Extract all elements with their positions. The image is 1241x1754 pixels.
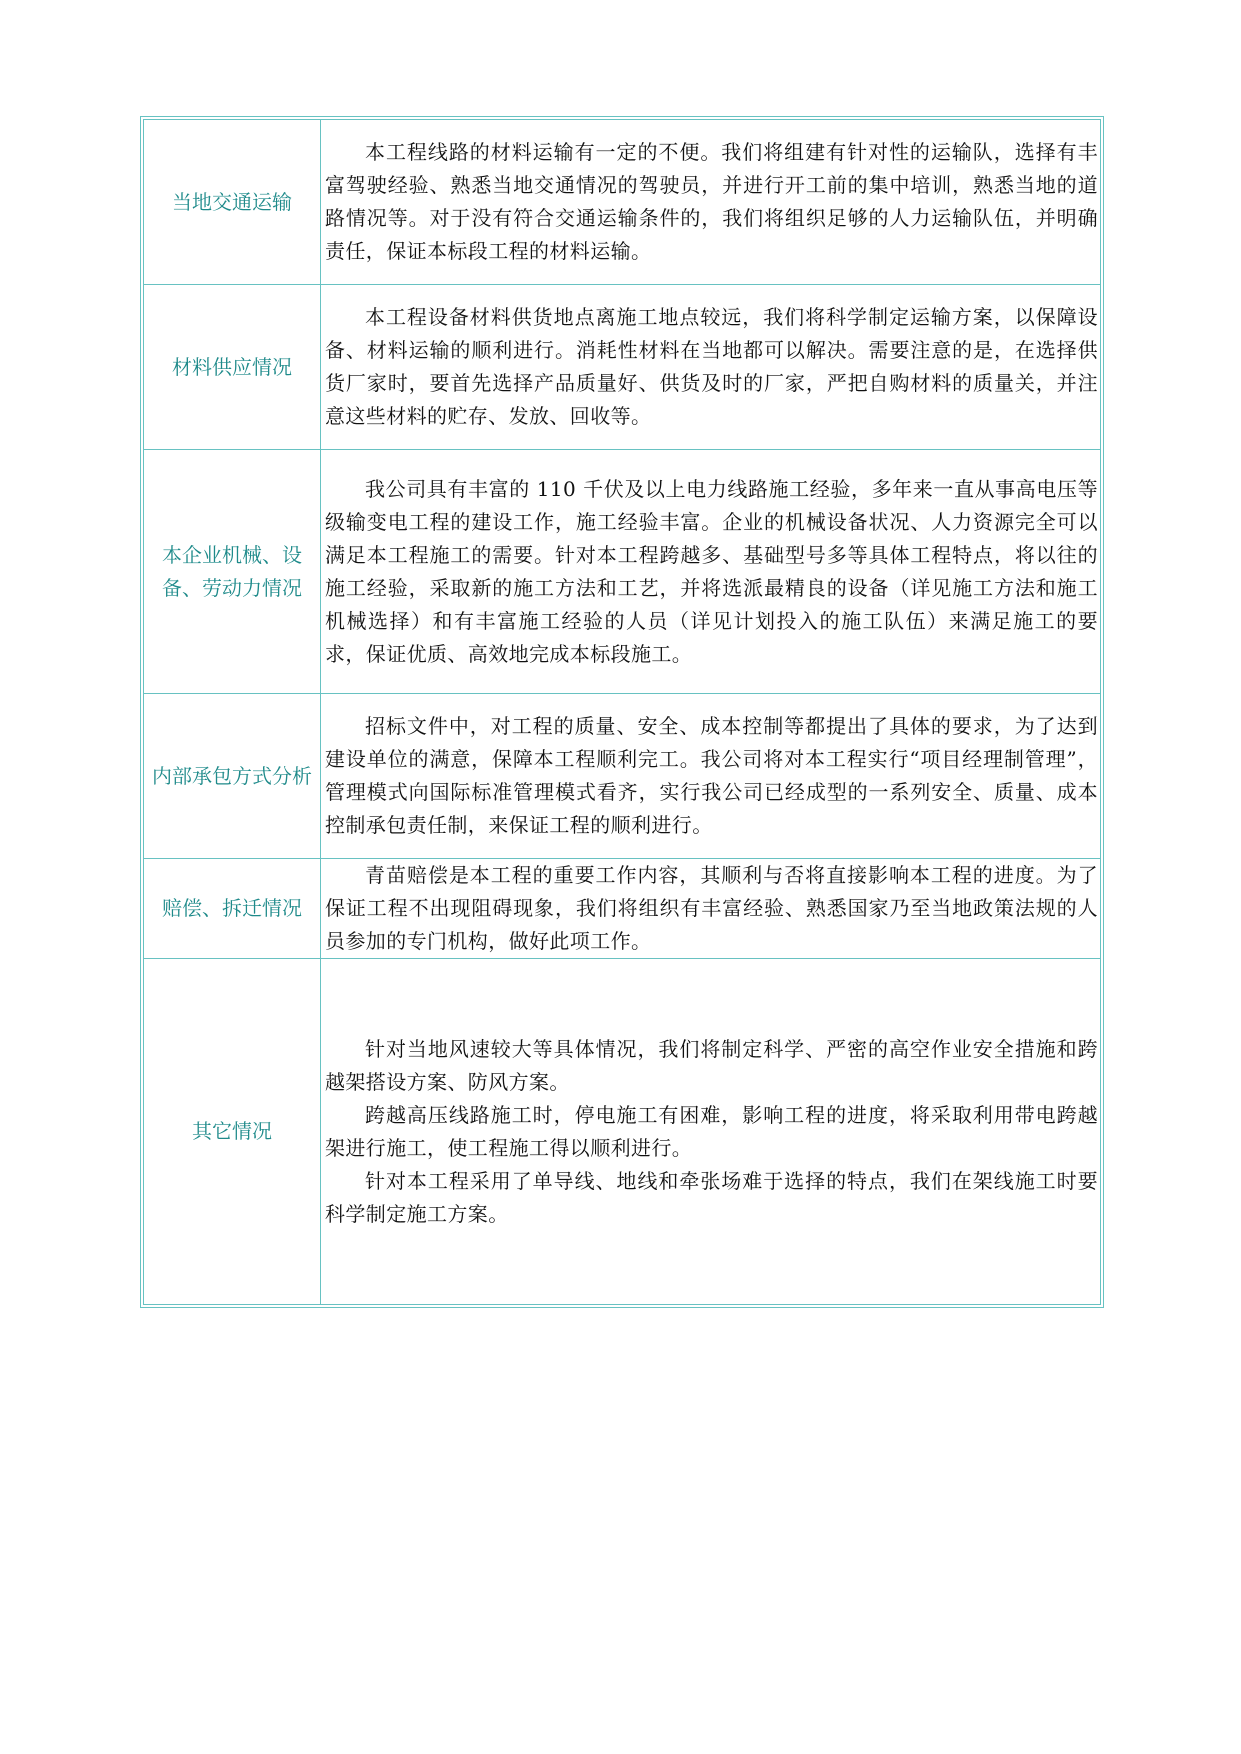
row-label-internal-contract: 内部承包方式分析 [144,694,321,859]
table-row-other [144,959,1101,1305]
paragraph: 本工程设备材料供货地点离施工地点较远，我们将科学制定运输方案，以保障设备、材料运输的顺利进行。消耗性材料在当地都可以解决。需要注意的是，在选择供货厂家时，要首先选择产品质量好、供货及时的厂家，严把自购材料的质量关，并注意这些材料的贮存、发放、回收等。 [325,305,1098,428]
table-row-equipment-labor [144,450,1101,694]
info-table [143,119,1101,1305]
row-label-material-supply: 材料供应情况 [144,285,321,450]
paragraph: 针对本工程采用了单导线、地线和牵张场难于选择的特点，我们在架线施工时要科学制定施工方案。 [325,1168,1098,1226]
row-label-compensation: 赔偿、拆迁情况 [144,859,321,959]
paragraph: 招标文件中，对工程的质量、安全、成本控制等都提出了具体的要求，为了达到建设单位的满意，保障本工程顺利完工。我公司将对本工程实行“项目经理制管理”，管理模式向国际标准管理模式看齐，实行我公司已经成型的一系列安全、质量、成本控制承包责任制，来保证工程的顺利进行。 [325,714,1098,837]
table-row-internal-contract [144,694,1101,859]
table-row-transport [144,120,1101,285]
row-content-internal-contract [321,694,1101,859]
row-content-equipment-labor [321,450,1101,694]
row-label-other: 其它情况 [144,959,321,1305]
paragraph: 青苗赔偿是本工程的重要工作内容，其顺利与否将直接影响本工程的进度。为了保证工程不出现阻碍现象，我们将组织有丰富经验、熟悉国家乃至当地政策法规的人员参加的专门机构，做好此项工作。 [325,863,1098,953]
table-row-compensation [144,859,1101,959]
paragraph: 跨越高压线路施工时，停电施工有困难，影响工程的进度，将采取利用带电跨越架进行施工，使工程施工得以顺利进行。 [325,1102,1098,1160]
paragraph: 我公司具有丰富的 110 千伏及以上电力线路施工经验，多年来一直从事高电压等级输变电工程的建设工作，施工经验丰富。企业的机械设备状况、人力资源完全可以满足本工程施工的需要。针对本工程跨越多、基础型号多等具体工程特点，将以往的施工经验，采取新的施工方法和工艺，并将选派最精良的设备（详见施工方法和施工机械选择）和有丰富施工经验的人员（详见计划投入的施工队伍）来满足施工的要求，保证优质、高效地完成本标段施工。 [325,476,1098,666]
row-content-compensation [321,859,1101,959]
info-table-frame [140,116,1104,1308]
row-content-material-supply [321,285,1101,450]
row-label-transport: 当地交通运输 [144,120,321,285]
row-content-transport [321,120,1101,285]
row-label-equipment-labor: 本企业机械、设备、劳动力情况 [144,450,321,694]
paragraph: 针对当地风速较大等具体情况，我们将制定科学、严密的高空作业安全措施和跨越架搭设方案、防风方案。 [325,1036,1098,1094]
table-row-material-supply [144,285,1101,450]
row-content-other [321,959,1101,1305]
paragraph: 本工程线路的材料运输有一定的不便。我们将组建有针对性的运输队，选择有丰富驾驶经验、熟悉当地交通情况的驾驶员，并进行开工前的集中培训，熟悉当地的道路情况等。对于没有符合交通运输条件的，我们将组织足够的人力运输队伍，并明确责任，保证本标段工程的材料运输。 [325,140,1098,263]
